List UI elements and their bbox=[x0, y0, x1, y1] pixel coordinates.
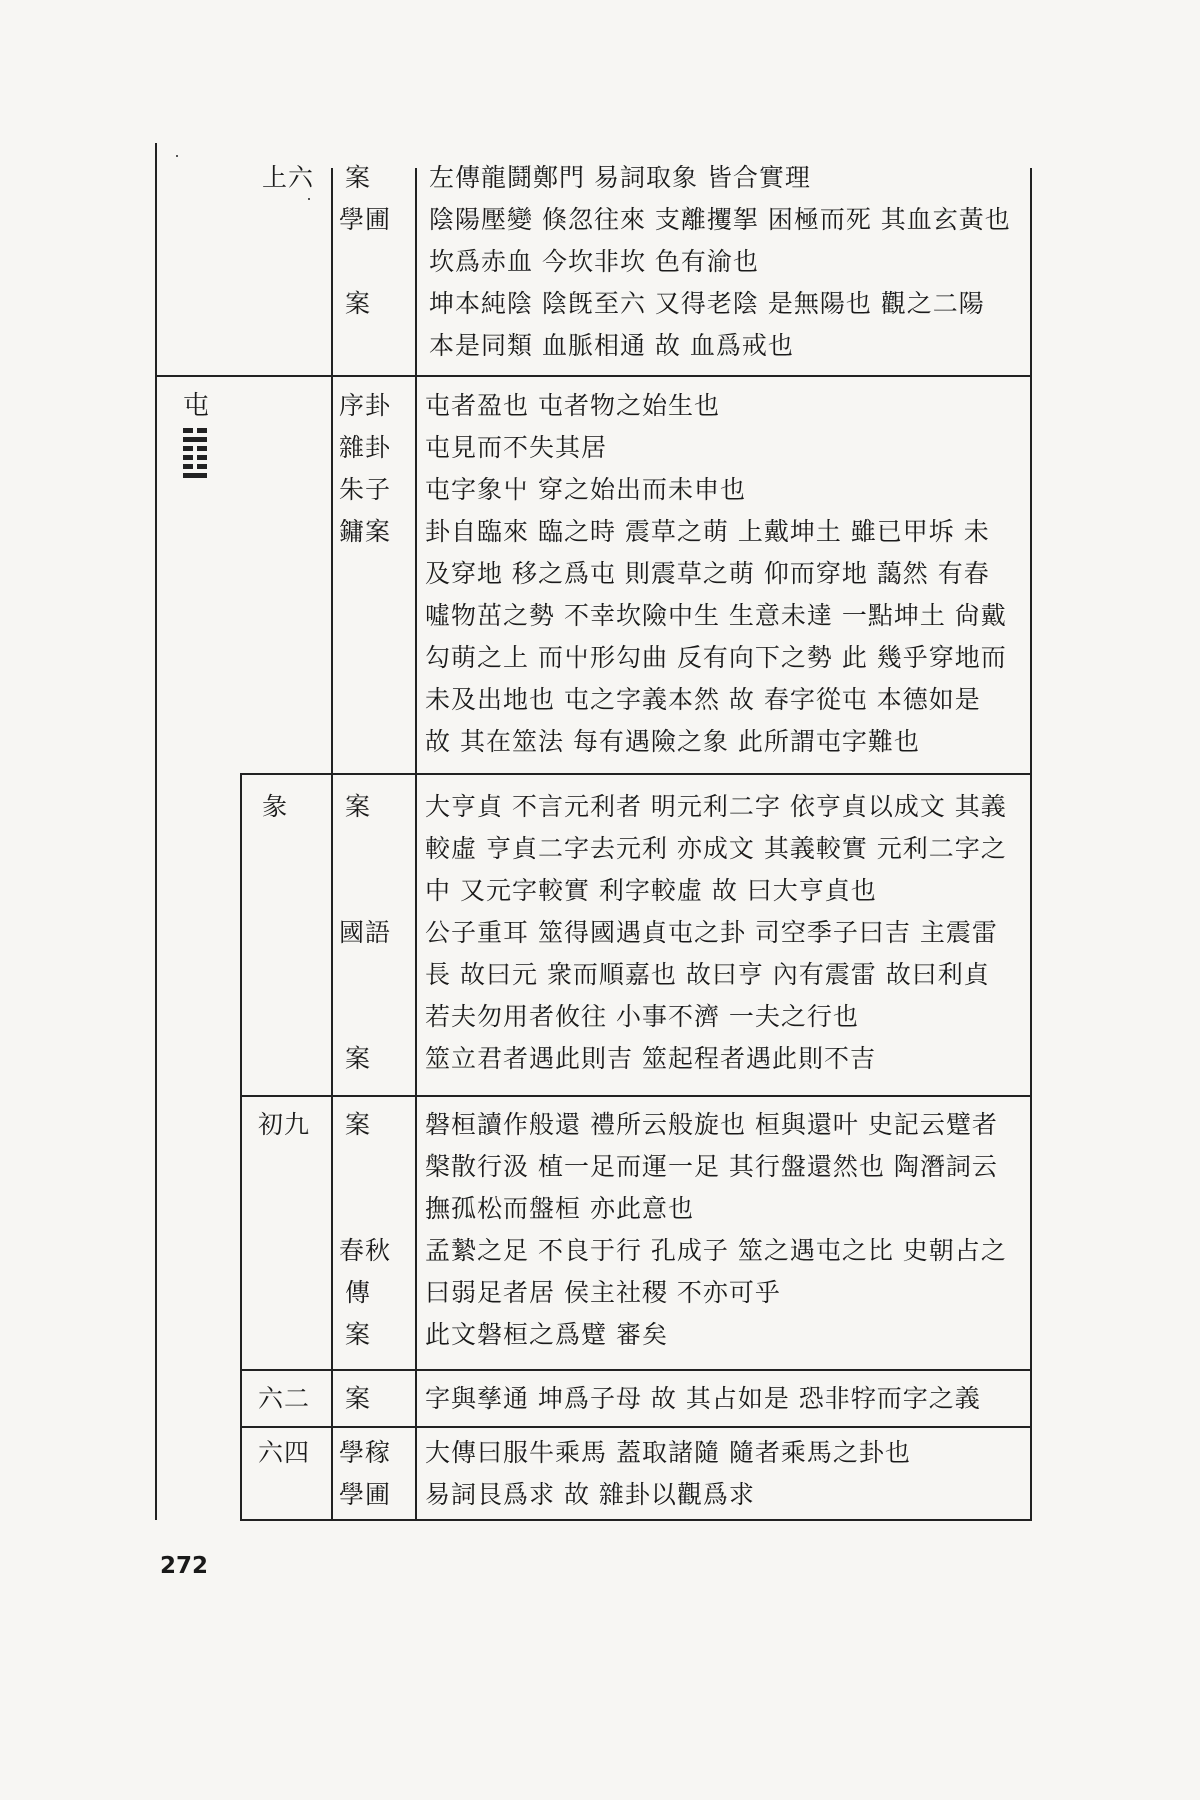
line-label: 六四 bbox=[258, 1438, 311, 1467]
commentary-text: 卦自臨來 臨之時 震草之萌 上戴坤土 雖已甲坼 未 bbox=[425, 517, 990, 546]
commentary-text: 大傳曰服牛乘馬 蓋取諸隨 隨者乘馬之卦也 bbox=[425, 1438, 911, 1467]
source-label: 學稼 bbox=[339, 1438, 392, 1467]
source-label: 朱子 bbox=[339, 475, 392, 504]
source-label: 案 bbox=[345, 792, 372, 821]
commentary-text: 槃散行汲 植一足而運一足 其行盤還然也 陶潛詞云 bbox=[425, 1152, 998, 1181]
commentary-text: 屯者盈也 屯者物之始生也 bbox=[425, 391, 720, 420]
commentary-text: 曰弱足者居 侯主社稷 不亦可乎 bbox=[425, 1278, 781, 1307]
row-divider bbox=[240, 1426, 1032, 1428]
column-divider-text bbox=[415, 168, 417, 1519]
source-label: 雜卦 bbox=[339, 433, 392, 462]
commentary-text: 字與孳通 坤爲子母 故 其占如是 恐非牸而字之義 bbox=[425, 1384, 981, 1413]
row-divider bbox=[155, 375, 1032, 377]
commentary-text: 勾萌之上 而屮形勾曲 反有向下之勢 此 幾乎穿地而 bbox=[425, 643, 1007, 672]
print-mark bbox=[308, 198, 310, 200]
commentary-text: 未及出地也 屯之字義本然 故 春字從屯 本德如是 bbox=[425, 685, 981, 714]
row-divider bbox=[240, 1095, 1032, 1097]
commentary-text: 筮立君者遇此則吉 筮起程者遇此則不吉 bbox=[425, 1044, 876, 1073]
commentary-text: 易詞艮爲求 故 雜卦以觀爲求 bbox=[425, 1480, 755, 1509]
hexagram-3-zhun-icon bbox=[183, 428, 207, 482]
source-label: 案 bbox=[345, 289, 372, 318]
commentary-text: 孟縶之足 不良于行 孔成子 筮之遇屯之比 史朝占之 bbox=[425, 1236, 1007, 1265]
source-label: 案 bbox=[345, 1320, 372, 1349]
commentary-text: 公子重耳 筮得國遇貞屯之卦 司空季子曰吉 主震雷 bbox=[425, 918, 998, 947]
commentary-text: 撫孤松而盤桓 亦此意也 bbox=[425, 1194, 694, 1223]
source-label: 序卦 bbox=[339, 391, 392, 420]
source-label: 案 bbox=[345, 1384, 372, 1413]
commentary-text: 故 其在筮法 每有遇險之象 此所謂屯字難也 bbox=[425, 727, 920, 756]
source-label: 案 bbox=[345, 1110, 372, 1139]
source-label: 國語 bbox=[339, 918, 392, 947]
page-number: 272 bbox=[160, 1553, 209, 1579]
commentary-text: 磐桓讀作般還 禮所云般旋也 桓與還叶 史記云躄者 bbox=[425, 1110, 998, 1139]
line-label: 彖 bbox=[262, 792, 289, 821]
commentary-text: 較虛 亨貞二字去元利 亦成文 其義較實 元利二字之 bbox=[425, 834, 1007, 863]
row-divider bbox=[240, 773, 1032, 775]
line-label: 初九 bbox=[258, 1110, 311, 1139]
source-label: 案 bbox=[345, 1044, 372, 1073]
commentary-text: 噓物茁之勢 不幸坎險中生 生意未達 一點坤土 尙戴 bbox=[425, 601, 1007, 630]
line-label: 上六 bbox=[262, 163, 315, 192]
line-label: 六二 bbox=[258, 1384, 311, 1413]
commentary-text: 大亨貞 不言元利者 明元利二字 依亨貞以成文 其義 bbox=[425, 792, 1007, 821]
source-label: 學圃 bbox=[339, 1480, 392, 1509]
commentary-text: 坎爲赤血 今坎非坎 色有渝也 bbox=[429, 247, 759, 276]
row-divider bbox=[240, 1369, 1032, 1371]
commentary-text: 坤本純陰 陰旣至六 又得老陰 是無陽也 觀之二陽 bbox=[429, 289, 985, 318]
table-border-right bbox=[1030, 168, 1032, 1519]
commentary-text: 本是同類 血脈相通 故 血爲戒也 bbox=[429, 331, 794, 360]
commentary-text: 陰陽壓變 倏忽往來 支離攫挐 困極而死 其血玄黃也 bbox=[429, 205, 1011, 234]
source-label: 傳 bbox=[345, 1278, 372, 1307]
table-border-bottom bbox=[240, 1519, 1032, 1521]
commentary-text: 屯字象屮 穿之始出而未申也 bbox=[425, 475, 746, 504]
source-label: 案 bbox=[345, 163, 372, 192]
source-label: 鏞案 bbox=[339, 517, 392, 546]
commentary-text: 中 又元字較實 利字較虛 故 曰大亨貞也 bbox=[425, 876, 877, 905]
column-divider-source bbox=[331, 168, 333, 1519]
commentary-text: 屯見而不失其居 bbox=[425, 433, 608, 462]
commentary-text: 及穿地 移之爲屯 則震草之萌 仰而穿地 藹然 有春 bbox=[425, 559, 990, 588]
table-border-left bbox=[155, 143, 157, 1520]
source-label: 春秋 bbox=[339, 1236, 392, 1265]
column-divider-line bbox=[240, 773, 242, 1519]
commentary-text: 若夫勿用者攸往 小事不濟 一夫之行也 bbox=[425, 1002, 859, 1031]
commentary-text: 長 故曰元 衆而順嘉也 故曰亨 內有震雷 故曰利貞 bbox=[425, 960, 990, 989]
commentary-text: 此文磐桓之爲躄 審矣 bbox=[425, 1320, 668, 1349]
commentary-text: 左傳龍鬪鄭門 易詞取象 皆合實理 bbox=[429, 163, 811, 192]
hexagram-name: 屯 bbox=[183, 391, 210, 421]
source-label: 學圃 bbox=[339, 205, 392, 234]
print-mark bbox=[176, 155, 178, 157]
